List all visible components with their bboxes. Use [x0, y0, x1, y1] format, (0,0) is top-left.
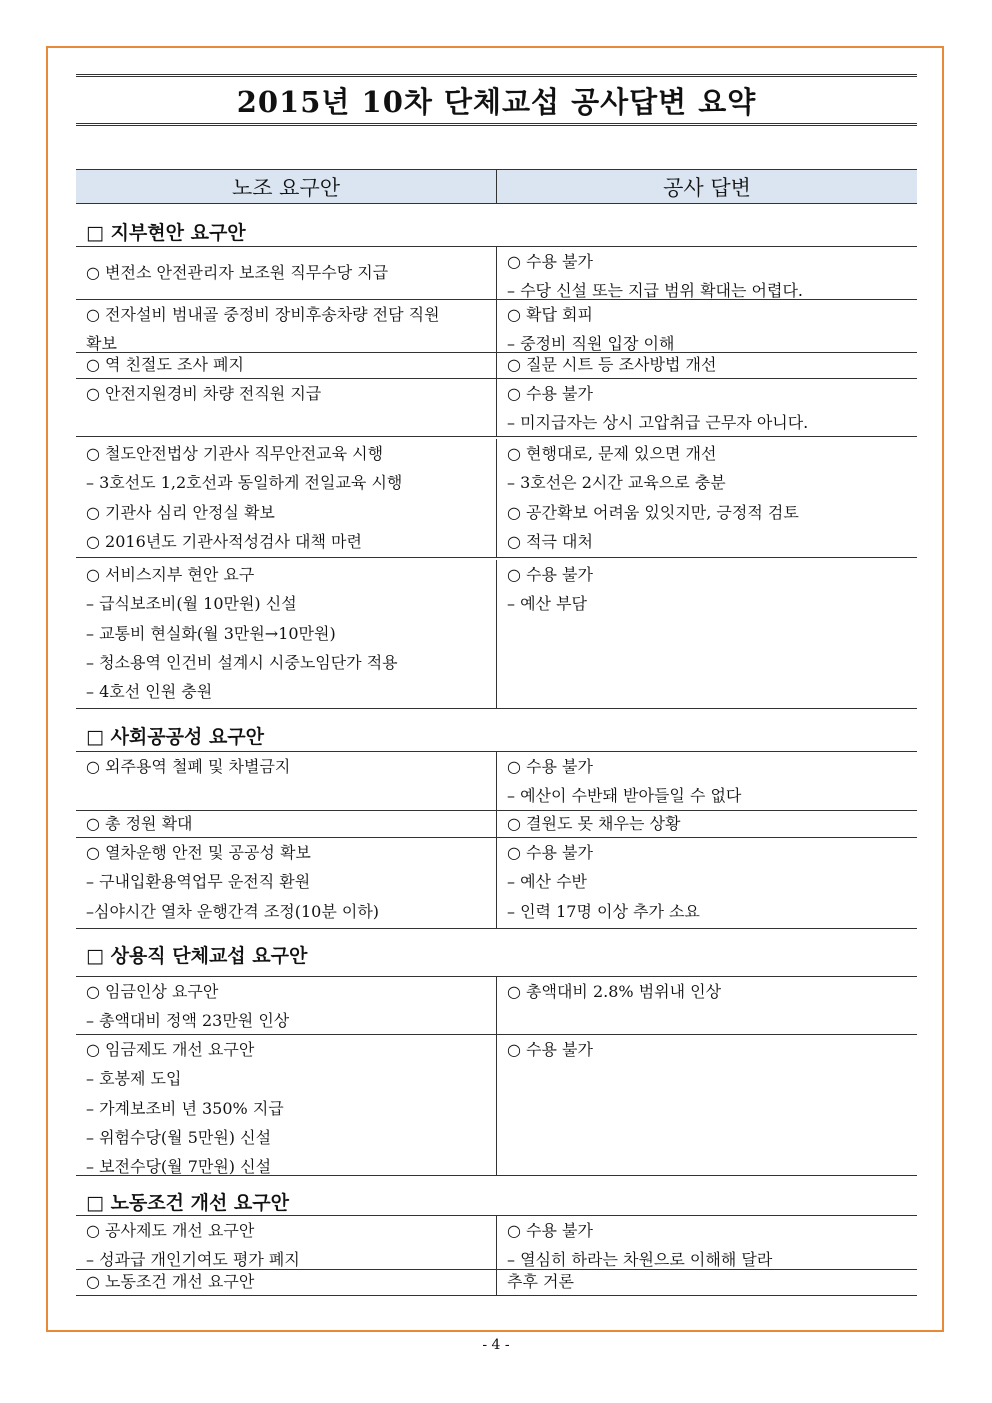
table-row	[76, 1215, 917, 1270]
demand-cell: ○ 공사제도 개선 요구안 – 성과급 개인기여도 평가 폐지	[76, 1216, 497, 1269]
demand-cell: ○ 철도안전법상 기관사 직무안전교육 시행 – 3호선도 1,2호선과 동일하게 전일교육 시행 ○ 기관사 심리 안정실 확보 ○ 2016년도 기관사적성검사 대책 마련	[76, 439, 497, 557]
table-regular-staff	[76, 976, 917, 1176]
answer-cell: ○ 수용 불가	[507, 1040, 593, 1059]
demand-cell: ○ 전자설비 범내골 중정비 장비후송차량 전담 직원 확보	[76, 300, 497, 352]
page-title: 2015년 10차 단체교섭 공사답변 요약	[236, 84, 757, 119]
demand-cell: ○ 외주용역 철폐 및 차별금지	[76, 752, 497, 810]
answer-cell: ○ 질문 시트 등 조사방법 개선	[507, 355, 717, 374]
answer-cell: ○ 총액대비 2.8% 범위내 인상	[507, 982, 722, 1001]
table-row	[76, 1270, 917, 1296]
table-header	[76, 169, 917, 204]
table-row	[76, 437, 917, 558]
table-row	[76, 838, 917, 929]
page-number: - 4 -	[482, 1337, 510, 1353]
demand-cell: ○ 임금인상 요구안 – 총액대비 정액 23만원 인상	[76, 977, 497, 1034]
section-heading-public: □ 사회공공성 요구안	[86, 726, 265, 748]
demand-cell: ○ 열차운행 안전 및 공공성 확보 – 구내입환용역업무 운전직 환원 –심야시간 열차 운행간격 조정(10분 이하)	[76, 838, 497, 928]
table-public	[76, 751, 917, 929]
header-left: 노조 요구안	[76, 170, 497, 203]
table-row	[76, 353, 917, 379]
section-heading-branch: □ 지부현안 요구안	[86, 222, 246, 244]
demand-cell: ○ 안전지원경비 차량 전직원 지급	[76, 379, 497, 436]
demand-cell: ○ 임금제도 개선 요구안 – 호봉제 도입 – 가계보조비 년 350% 지급 – 위험수당(월 5만원) 신설 – 보전수당(월 7만원) 신설	[76, 1035, 497, 1175]
answer-cell: 추후 거론	[507, 1272, 574, 1291]
table-row	[76, 246, 917, 300]
title-box	[76, 74, 917, 126]
answer-cell: ○ 수용 불가 – 예산 수반 – 인력 17명 이상 추가 소요	[507, 843, 700, 921]
demand-cell: ○ 서비스지부 현안 요구 – 급식보조비(월 10만원) 신설 – 교통비 현실화(월 3만원→10만원) – 청소용역 인건비 설계시 시중노임단가 적용 – 4호선 인원 충원	[76, 560, 497, 708]
answer-cell: ○ 확답 회피 – 중정비 직원 입장 이해	[507, 305, 675, 354]
answer-cell: ○ 현행대로, 문제 있으면 개선 – 3호선은 2시간 교육으로 충분 ○ 공간확보 어려움 있잇지만, 긍정적 검토 ○ 적극 대처	[507, 444, 799, 551]
table-branch	[76, 246, 917, 709]
demand-cell: ○ 총 정원 확대	[76, 811, 497, 837]
demand-cell: ○ 역 친절도 조사 폐지	[76, 353, 497, 378]
table-row	[76, 300, 917, 353]
answer-cell: ○ 수용 불가 – 미지급자는 상시 고압취급 근무자 아니다.	[507, 384, 809, 433]
table-row	[76, 976, 917, 1035]
table-row	[76, 1035, 917, 1176]
answer-cell: ○ 수용 불가 – 열심히 하라는 차원으로 이해해 달라	[507, 1221, 773, 1270]
section-heading-labor: □ 노동조건 개선 요구안	[86, 1192, 289, 1214]
table-row	[76, 558, 917, 709]
table-labor	[76, 1215, 917, 1296]
header-right: 공사 답변	[663, 175, 751, 200]
answer-cell: ○ 수용 불가 – 예산 부담	[507, 565, 593, 614]
demand-cell: ○ 변전소 안전관리자 보조원 직무수당 지급	[76, 247, 497, 299]
answer-cell: ○ 수용 불가 – 수당 신설 또는 지급 범위 확대는 어렵다.	[507, 252, 803, 301]
table-row	[76, 811, 917, 838]
demand-cell: ○ 노동조건 개선 요구안	[76, 1270, 497, 1295]
table-row	[76, 379, 917, 437]
answer-cell: ○ 수용 불가 – 예산이 수반돼 받아들일 수 없다	[507, 757, 742, 806]
section-heading-regular-staff: □ 상용직 단체교섭 요구안	[86, 945, 308, 967]
answer-cell: ○ 결원도 못 채우는 상황	[507, 814, 681, 833]
table-row	[76, 751, 917, 811]
